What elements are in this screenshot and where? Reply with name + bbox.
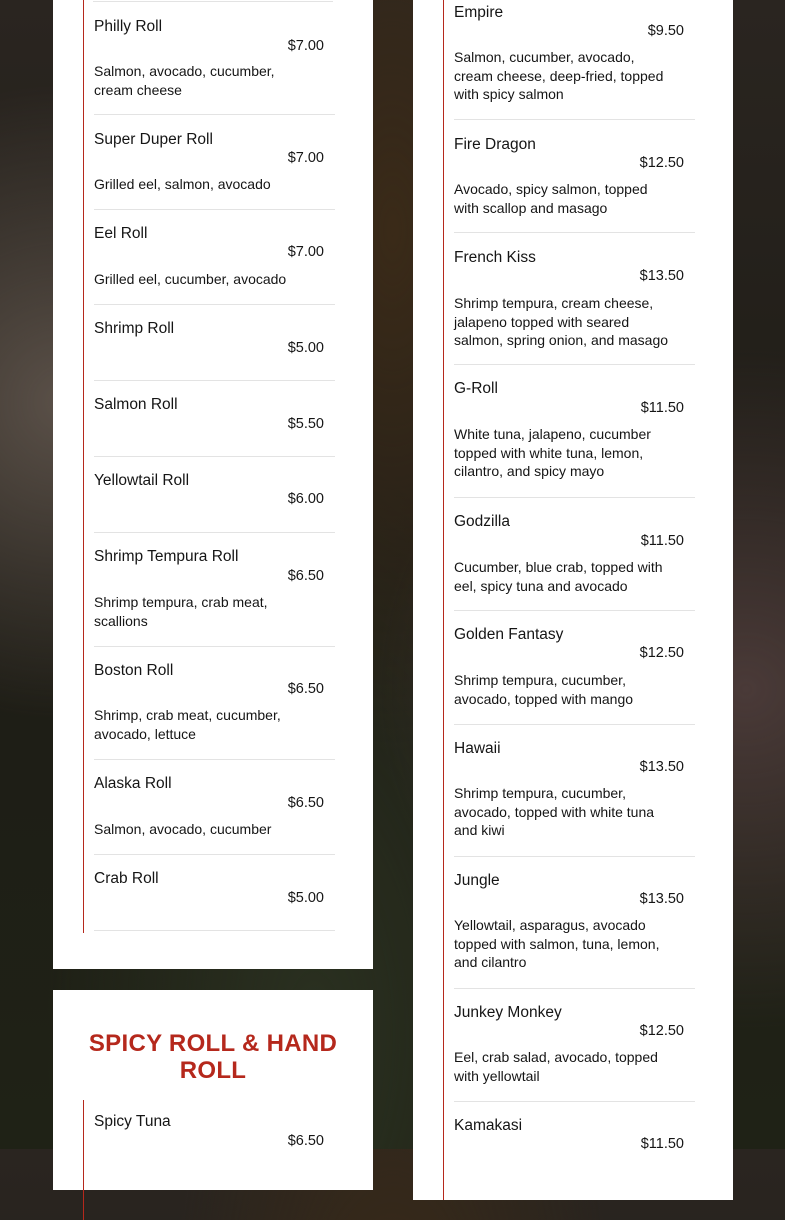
item-description: Eel, crab salad, avocado, topped with yellowtail bbox=[454, 1049, 658, 1084]
item-description: Cucumber, blue crab, topped with eel, spicy tuna and avocado bbox=[454, 559, 663, 594]
item-price: $6.50 bbox=[287, 568, 324, 584]
menu-item bbox=[454, 0, 695, 120]
menu-list-left bbox=[83, 0, 335, 933]
item-description: Salmon, cucumber, avocado, cream cheese, deep-fried, topped with spicy salmon bbox=[454, 49, 664, 103]
menu-item bbox=[454, 498, 695, 611]
menu-item bbox=[94, 647, 335, 760]
item-price: $11.50 bbox=[640, 400, 684, 416]
item-name: Godzilla bbox=[454, 513, 510, 530]
menu-item bbox=[94, 381, 335, 457]
item-name: Spicy Tuna bbox=[94, 1113, 171, 1130]
item-price: $5.50 bbox=[287, 416, 324, 432]
item-description: Yellowtail, asparagus, avocado topped with salmon, tuna, lemon, and cilantro bbox=[454, 917, 660, 971]
item-price: $9.50 bbox=[647, 23, 684, 39]
item-price: $11.50 bbox=[640, 533, 684, 549]
menu-item bbox=[454, 725, 695, 857]
menu-item bbox=[94, 210, 335, 305]
menu-item bbox=[454, 120, 695, 233]
item-price: $7.00 bbox=[287, 244, 324, 260]
item-name: Philly Roll bbox=[94, 18, 163, 35]
item-name: Kamakasi bbox=[454, 1117, 523, 1134]
item-description: Shrimp tempura, cucumber, avocado, topped with white tuna and kiwi bbox=[454, 785, 655, 839]
item-name: Boston Roll bbox=[94, 662, 174, 679]
item-name: Salmon Roll bbox=[94, 396, 178, 413]
item-name: Empire bbox=[454, 4, 504, 21]
menu-item bbox=[94, 305, 335, 381]
rolls-card-left bbox=[53, 0, 373, 969]
item-price: $13.50 bbox=[639, 268, 684, 284]
item-description: Salmon, avocado, cucumber, cream cheese bbox=[94, 63, 275, 98]
item-description: Shrimp tempura, cream cheese, jalapeno topped with seared salmon, spring onion, and masago bbox=[454, 295, 669, 349]
menu-item bbox=[94, 0, 335, 115]
item-price: $13.50 bbox=[639, 759, 684, 775]
item-price: $11.50 bbox=[640, 1136, 684, 1152]
item-name: Jungle bbox=[454, 872, 500, 889]
item-price: $5.00 bbox=[287, 340, 324, 356]
item-price: $6.50 bbox=[287, 795, 324, 811]
menu-item bbox=[454, 857, 695, 989]
item-price: $12.50 bbox=[639, 155, 684, 171]
item-description: Avocado, spicy salmon, topped with scallop and masago bbox=[454, 181, 648, 216]
item-name: Yellowtail Roll bbox=[94, 472, 190, 489]
item-name: Eel Roll bbox=[94, 225, 148, 242]
menu-item bbox=[94, 760, 335, 855]
item-name: Super Duper Roll bbox=[94, 131, 213, 148]
item-name: French Kiss bbox=[454, 249, 536, 266]
menu-item bbox=[94, 533, 335, 647]
menu-item bbox=[454, 1102, 695, 1177]
item-price: $6.00 bbox=[287, 491, 324, 507]
item-price: $6.50 bbox=[287, 681, 324, 697]
item-name: Shrimp Roll bbox=[94, 320, 175, 337]
menu-item bbox=[454, 989, 695, 1102]
item-name: Crab Roll bbox=[94, 870, 159, 887]
menu-item bbox=[94, 1100, 335, 1175]
section-title: SPICY ROLL & HAND ROLL bbox=[88, 1030, 338, 1084]
menu-item bbox=[94, 115, 335, 210]
item-description: Grilled eel, cucumber, avocado bbox=[94, 271, 287, 287]
item-price: $7.00 bbox=[287, 38, 324, 54]
item-name: Hawaii bbox=[454, 740, 501, 757]
menu-list-right bbox=[443, 0, 695, 1200]
item-description: Shrimp tempura, crab meat, scallions bbox=[94, 594, 268, 629]
item-description: White tuna, jalapeno, cucumber topped with white tuna, lemon, cilantro, and spicy mayo bbox=[454, 426, 651, 480]
menu-list-spicy bbox=[83, 1100, 335, 1220]
item-name: Fire Dragon bbox=[454, 136, 536, 153]
spicy-roll-card bbox=[53, 990, 373, 1190]
item-name: Shrimp Tempura Roll bbox=[94, 548, 239, 565]
menu-item bbox=[94, 457, 335, 533]
item-price: $7.00 bbox=[287, 150, 324, 166]
item-name: Junkey Monkey bbox=[454, 1004, 562, 1021]
item-description: Shrimp tempura, cucumber, avocado, topped with mango bbox=[454, 672, 634, 707]
item-description: Grilled eel, salmon, avocado bbox=[94, 176, 271, 192]
item-description: Shrimp, crab meat, cucumber, avocado, lettuce bbox=[94, 707, 281, 742]
item-name: Alaska Roll bbox=[94, 775, 172, 792]
rolls-card-right bbox=[413, 0, 733, 1200]
item-description: Salmon, avocado, cucumber bbox=[94, 821, 272, 837]
menu-item bbox=[94, 855, 335, 931]
item-price: $6.50 bbox=[287, 1133, 324, 1149]
menu-item bbox=[454, 611, 695, 725]
item-name: Golden Fantasy bbox=[454, 626, 564, 643]
item-price: $5.00 bbox=[287, 890, 324, 906]
item-price: $13.50 bbox=[639, 891, 684, 907]
item-price: $12.50 bbox=[639, 645, 684, 661]
item-name: G-Roll bbox=[454, 380, 498, 397]
menu-item bbox=[454, 233, 695, 365]
item-price: $12.50 bbox=[639, 1023, 684, 1039]
menu-item bbox=[454, 365, 695, 498]
